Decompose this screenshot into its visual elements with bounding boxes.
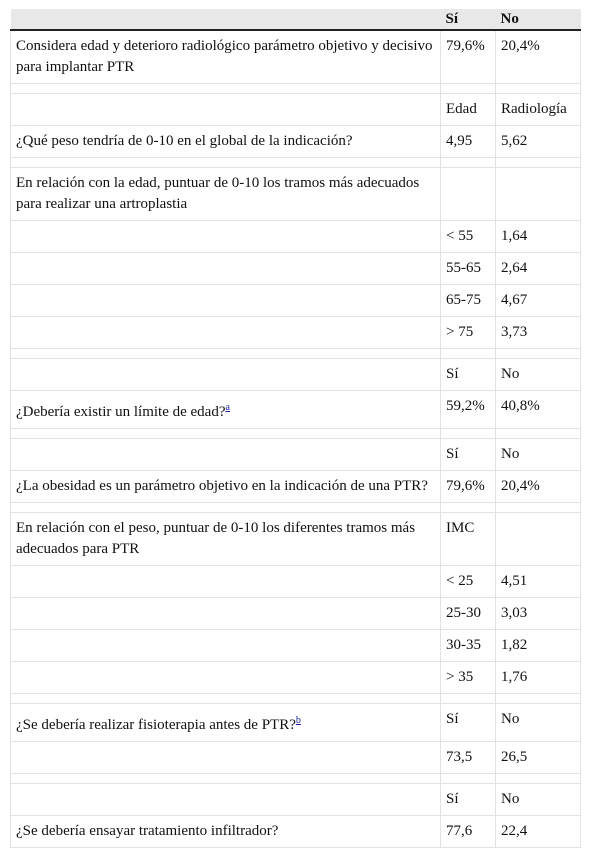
table-body bbox=[11, 30, 581, 848]
table-row bbox=[11, 742, 581, 774]
cell-text: 30-35 bbox=[446, 637, 481, 653]
cell-text: 4,67 bbox=[501, 292, 528, 308]
cell-text: No bbox=[501, 711, 520, 727]
cell-text: 25-30 bbox=[446, 605, 481, 621]
value-cell-1 bbox=[441, 566, 496, 598]
spacer-cell bbox=[11, 503, 441, 513]
spacer-row bbox=[11, 84, 581, 94]
value-cell-1 bbox=[441, 30, 496, 84]
spacer-cell bbox=[441, 429, 496, 439]
cell-text: 1,64 bbox=[501, 228, 528, 244]
value-cell-2 bbox=[496, 471, 581, 503]
value-cell-1 bbox=[441, 742, 496, 774]
table-row bbox=[11, 513, 581, 566]
value-cell-1 bbox=[441, 391, 496, 429]
value-cell-1 bbox=[441, 704, 496, 742]
value-cell-1 bbox=[441, 359, 496, 391]
spacer-row bbox=[11, 349, 581, 359]
spacer-cell bbox=[11, 349, 441, 359]
value-cell-1 bbox=[441, 662, 496, 694]
cell-text: 22,4 bbox=[501, 823, 528, 839]
cell-text: 3,03 bbox=[501, 605, 528, 621]
value-cell-2 bbox=[496, 317, 581, 349]
cell-text: Sí bbox=[446, 711, 459, 727]
question-cell bbox=[11, 359, 441, 391]
spacer-row bbox=[11, 158, 581, 168]
cell-text: < 25 bbox=[446, 573, 474, 589]
value-cell-2 bbox=[496, 513, 581, 566]
cell-text: 55-65 bbox=[446, 260, 481, 276]
cell-text: 4,51 bbox=[501, 573, 528, 589]
spacer-cell bbox=[441, 158, 496, 168]
footnote-marker bbox=[226, 399, 230, 413]
table-row bbox=[11, 168, 581, 221]
value-cell-2 bbox=[496, 598, 581, 630]
table-row bbox=[11, 391, 581, 429]
table-row bbox=[11, 253, 581, 285]
value-cell-1 bbox=[441, 221, 496, 253]
spacer-row bbox=[11, 774, 581, 784]
question-cell bbox=[11, 742, 441, 774]
cell-text: 65-75 bbox=[446, 292, 481, 308]
spacer-cell bbox=[11, 429, 441, 439]
table-row bbox=[11, 704, 581, 742]
spacer-cell bbox=[496, 84, 581, 94]
question-cell bbox=[11, 30, 441, 84]
question-cell bbox=[11, 513, 441, 566]
value-cell-2 bbox=[496, 94, 581, 126]
value-cell-2 bbox=[496, 359, 581, 391]
table-row bbox=[11, 126, 581, 158]
spacer-row bbox=[11, 694, 581, 704]
value-cell-2 bbox=[496, 630, 581, 662]
cell-text: En relación con la edad, puntuar de 0-10 los tramos más adecuados para realizar una artroplastia bbox=[16, 175, 420, 212]
question-cell bbox=[11, 285, 441, 317]
cell-text: ¿Debería existir un límite de edad? bbox=[16, 404, 226, 420]
value-cell-2 bbox=[496, 168, 581, 221]
value-cell-2 bbox=[496, 742, 581, 774]
value-cell-1 bbox=[441, 126, 496, 158]
table-row bbox=[11, 285, 581, 317]
value-cell-2 bbox=[496, 285, 581, 317]
question-cell bbox=[11, 391, 441, 429]
cell-text: ¿La obesidad es un parámetro objetivo en la indicación de una PTR? bbox=[16, 478, 428, 494]
footnote-marker bbox=[296, 712, 301, 726]
header-question bbox=[11, 9, 441, 30]
cell-text: 4,95 bbox=[446, 133, 473, 149]
cell-text: En relación con el peso, puntuar de 0-10 los diferentes tramos más adecuados para PTR bbox=[16, 520, 416, 557]
question-cell bbox=[11, 662, 441, 694]
value-cell-2 bbox=[496, 566, 581, 598]
cell-text: 20,4% bbox=[501, 38, 540, 54]
value-cell-1 bbox=[441, 317, 496, 349]
value-cell-1 bbox=[441, 630, 496, 662]
table-row bbox=[11, 221, 581, 253]
spacer-cell bbox=[496, 349, 581, 359]
cell-text: IMC bbox=[446, 520, 475, 536]
cell-text: 79,6% bbox=[446, 38, 485, 54]
spacer-cell bbox=[11, 774, 441, 784]
value-cell-2 bbox=[496, 391, 581, 429]
question-cell bbox=[11, 439, 441, 471]
header-yes: Sí bbox=[441, 9, 496, 30]
value-cell-2 bbox=[496, 126, 581, 158]
value-cell-2 bbox=[496, 439, 581, 471]
value-cell-2 bbox=[496, 221, 581, 253]
spacer-row bbox=[11, 429, 581, 439]
spacer-cell bbox=[441, 503, 496, 513]
table-row bbox=[11, 598, 581, 630]
survey-table bbox=[10, 9, 581, 848]
value-cell-2 bbox=[496, 30, 581, 84]
value-cell-2 bbox=[496, 662, 581, 694]
table-row bbox=[11, 784, 581, 816]
header-no: No bbox=[496, 9, 581, 30]
value-cell-2 bbox=[496, 704, 581, 742]
footnote-link[interactable]: a bbox=[225, 402, 230, 413]
question-cell bbox=[11, 221, 441, 253]
cell-text: 1,82 bbox=[501, 637, 528, 653]
cell-text: 1,76 bbox=[501, 669, 528, 685]
spacer-cell bbox=[441, 84, 496, 94]
value-cell-1 bbox=[441, 471, 496, 503]
spacer-cell bbox=[441, 694, 496, 704]
spacer-row bbox=[11, 503, 581, 513]
spacer-cell bbox=[11, 84, 441, 94]
question-cell bbox=[11, 126, 441, 158]
question-cell bbox=[11, 784, 441, 816]
cell-text: 26,5 bbox=[501, 749, 528, 765]
table-row bbox=[11, 662, 581, 694]
spacer-cell bbox=[441, 349, 496, 359]
cell-text: Sí bbox=[446, 366, 459, 382]
question-cell bbox=[11, 704, 441, 742]
cell-text: 79,6% bbox=[446, 478, 485, 494]
table-row bbox=[11, 359, 581, 391]
cell-text: ¿Se debería realizar fisioterapia antes de PTR? bbox=[16, 717, 296, 733]
value-cell-1 bbox=[441, 439, 496, 471]
value-cell-1 bbox=[441, 513, 496, 566]
cell-text: > 75 bbox=[446, 324, 474, 340]
cell-text: > 35 bbox=[446, 669, 474, 685]
table-row bbox=[11, 816, 581, 848]
header-row bbox=[11, 9, 581, 30]
value-cell-2 bbox=[496, 784, 581, 816]
cell-text: No bbox=[501, 791, 520, 807]
cell-text: ¿Se debería ensayar tratamiento infiltrador? bbox=[16, 823, 279, 839]
cell-text: 59,2% bbox=[446, 398, 485, 414]
table-row bbox=[11, 630, 581, 662]
value-cell-2 bbox=[496, 816, 581, 848]
value-cell-1 bbox=[441, 816, 496, 848]
spacer-cell bbox=[496, 158, 581, 168]
value-cell-2 bbox=[496, 253, 581, 285]
question-cell bbox=[11, 168, 441, 221]
value-cell-1 bbox=[441, 94, 496, 126]
table-row bbox=[11, 317, 581, 349]
cell-text: 77,6 bbox=[446, 823, 473, 839]
value-cell-1 bbox=[441, 598, 496, 630]
question-cell bbox=[11, 630, 441, 662]
question-cell bbox=[11, 317, 441, 349]
question-cell bbox=[11, 816, 441, 848]
cell-text: Sí bbox=[446, 791, 459, 807]
cell-text: 40,8% bbox=[501, 398, 540, 414]
spacer-cell bbox=[11, 158, 441, 168]
cell-text: Radiología bbox=[501, 101, 567, 117]
table-row bbox=[11, 471, 581, 503]
cell-text: Sí bbox=[446, 446, 459, 462]
table-row bbox=[11, 439, 581, 471]
cell-text: 5,62 bbox=[501, 133, 528, 149]
question-cell bbox=[11, 471, 441, 503]
footnote-link[interactable]: b bbox=[295, 715, 301, 726]
spacer-cell bbox=[496, 429, 581, 439]
spacer-cell bbox=[496, 694, 581, 704]
cell-text: 20,4% bbox=[501, 478, 540, 494]
spacer-cell bbox=[11, 694, 441, 704]
cell-text: Edad bbox=[446, 101, 477, 117]
value-cell-1 bbox=[441, 784, 496, 816]
question-cell bbox=[11, 598, 441, 630]
cell-text: 3,73 bbox=[501, 324, 528, 340]
value-cell-1 bbox=[441, 285, 496, 317]
cell-text: ¿Qué peso tendría de 0-10 en el global de la indicación? bbox=[16, 133, 353, 149]
question-cell bbox=[11, 566, 441, 598]
cell-text: 73,5 bbox=[446, 749, 473, 765]
cell-text: No bbox=[501, 366, 520, 382]
cell-text: 2,64 bbox=[501, 260, 528, 276]
cell-text: < 55 bbox=[446, 228, 474, 244]
cell-text: Considera edad y deterioro radiológico parámetro objetivo y decisivo para implantar PTR bbox=[16, 38, 433, 75]
table-row bbox=[11, 566, 581, 598]
value-cell-1 bbox=[441, 253, 496, 285]
cell-text: No bbox=[501, 446, 520, 462]
question-cell bbox=[11, 94, 441, 126]
spacer-cell bbox=[441, 774, 496, 784]
spacer-cell bbox=[496, 503, 581, 513]
spacer-cell bbox=[496, 774, 581, 784]
question-cell bbox=[11, 253, 441, 285]
table-row bbox=[11, 94, 581, 126]
value-cell-1 bbox=[441, 168, 496, 221]
table-row bbox=[11, 30, 581, 84]
